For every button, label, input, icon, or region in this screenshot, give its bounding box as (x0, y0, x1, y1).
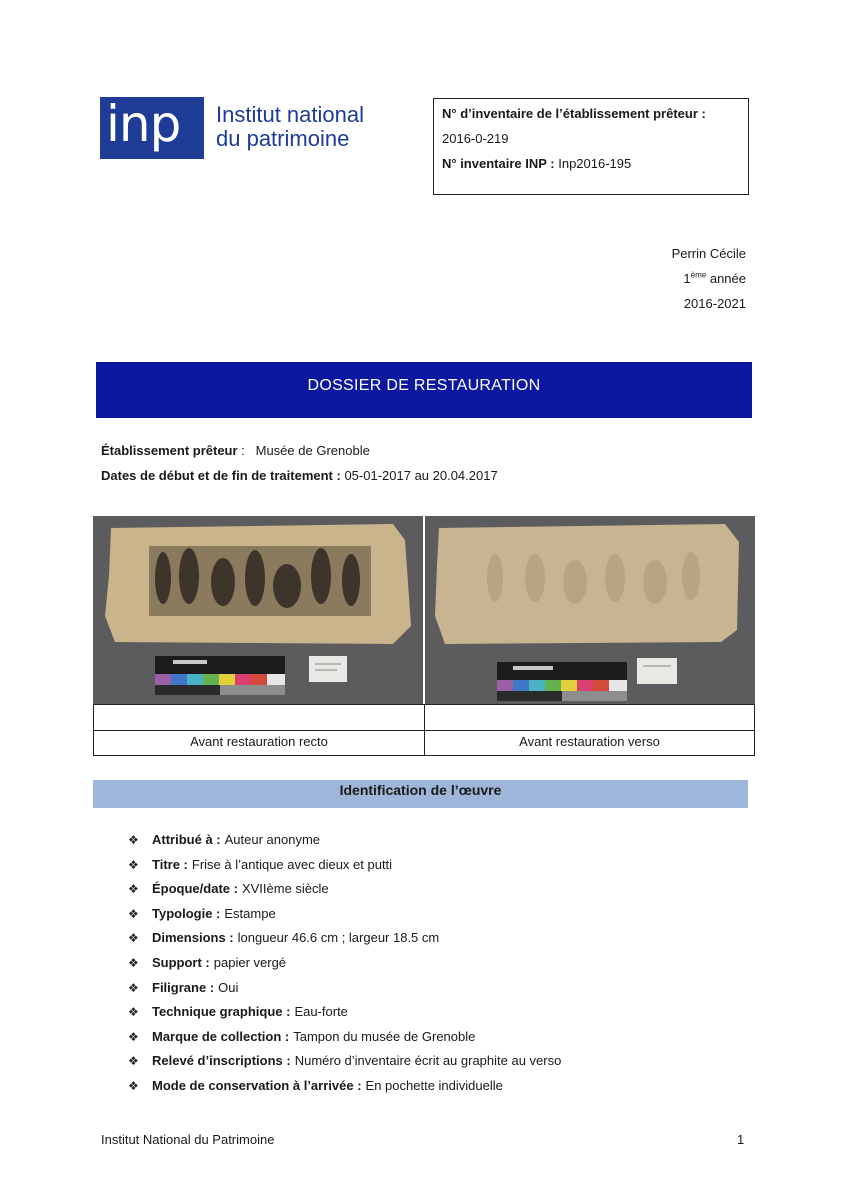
lender-inventory-value: 2016-0-219 (442, 131, 509, 146)
inp-logo (100, 97, 364, 159)
item-value: XVIIème siècle (241, 881, 329, 897)
author-block (672, 244, 746, 319)
recto-caption: Avant restauration recto (190, 734, 328, 749)
logo-mark-text: inp (106, 95, 181, 153)
author-period: 2016-2021 (683, 296, 746, 311)
lender-line: Établissement prêteur : Musée de Grenoble (101, 443, 370, 458)
identification-item (128, 854, 561, 879)
footer-institution: Institut National du Patrimoine (101, 1132, 275, 1147)
item-label: Relevé d’inscriptions : (152, 1053, 291, 1069)
item-label: Époque/date : (152, 881, 238, 897)
item-label: Technique graphique : (152, 1004, 291, 1020)
photo-table (93, 516, 755, 756)
identification-item (128, 903, 561, 928)
diamond-bullet-icon: ❖ (128, 1054, 139, 1069)
author-name: Perrin Cécile (671, 246, 746, 261)
photo-table-cell (424, 704, 755, 731)
dates-line: Dates de début et de fin de traitement : 05-01-2017 au 20.04.2017 (101, 468, 498, 483)
identification-item (128, 1001, 561, 1026)
diamond-bullet-icon: ❖ (128, 980, 139, 995)
identification-item (128, 977, 561, 1002)
logo-line-2: du patrimoine (216, 126, 350, 151)
identification-item (128, 952, 561, 977)
verso-caption: Avant restauration verso (519, 734, 660, 749)
item-label: Mode de conservation à l’arrivée : (152, 1077, 362, 1093)
item-label: Typologie : (152, 905, 221, 921)
identification-item (128, 1026, 561, 1051)
item-value: Auteur anonyme (224, 832, 321, 847)
inp-inventory-label: N° inventaire INP : (442, 156, 555, 171)
item-value: papier vergé (213, 954, 287, 970)
diamond-bullet-icon: ❖ (128, 906, 139, 921)
item-value: Frise à l’antique avec dieux et putti (191, 856, 393, 872)
item-label: Dimensions : (152, 930, 234, 946)
diamond-bullet-icon: ❖ (128, 955, 139, 970)
photo-table-cell (93, 704, 425, 731)
diamond-bullet-icon: ❖ (128, 1078, 139, 1093)
document-title-banner: DOSSIER DE RESTAURATION (96, 362, 752, 418)
lender-inventory-label: N° d’inventaire de l’établissement prêteur : (442, 106, 706, 121)
diamond-bullet-icon: ❖ (128, 1029, 139, 1044)
item-value: Numéro d’inventaire écrit au graphite au verso (294, 1053, 562, 1069)
diamond-bullet-icon: ❖ (128, 931, 139, 946)
diamond-bullet-icon: ❖ (128, 1005, 139, 1020)
item-value: Oui (218, 979, 239, 995)
item-value: Tampon du musée de Grenoble (293, 1028, 476, 1044)
section-identification-header: Identification de l’œuvre (93, 780, 748, 808)
item-value: Estampe (224, 905, 276, 921)
identification-item (128, 1050, 561, 1075)
inp-logo-mark (100, 97, 204, 159)
diamond-bullet-icon: ❖ (128, 882, 139, 897)
inp-inventory-value: Inp2016-195 (558, 156, 632, 171)
logo-wordmark (216, 103, 364, 151)
identification-item (128, 1075, 561, 1100)
identification-list (128, 829, 561, 1100)
item-label: Titre : (152, 856, 188, 872)
item-value: longueur 46.6 cm ; largeur 18.5 cm (237, 930, 440, 946)
identification-item (128, 878, 561, 903)
item-label: Support : (152, 954, 210, 970)
item-label: Marque de collection : (152, 1028, 290, 1044)
verso-photo (425, 516, 755, 704)
item-value: En pochette individuelle (365, 1077, 503, 1093)
identification-item (128, 927, 561, 952)
item-label: Attribué à : (152, 832, 221, 847)
item-label: Filigrane : (152, 979, 215, 995)
item-value: Eau-forte (294, 1004, 348, 1020)
page-number: 1 (737, 1132, 745, 1147)
identification-item (128, 829, 561, 854)
logo-line-1: Institut national (216, 102, 364, 127)
diamond-bullet-icon: ❖ (128, 857, 139, 872)
inventory-box (433, 98, 749, 195)
author-year: 1ème année (683, 270, 746, 286)
diamond-bullet-icon: ❖ (128, 833, 139, 847)
recto-photo (93, 516, 423, 704)
